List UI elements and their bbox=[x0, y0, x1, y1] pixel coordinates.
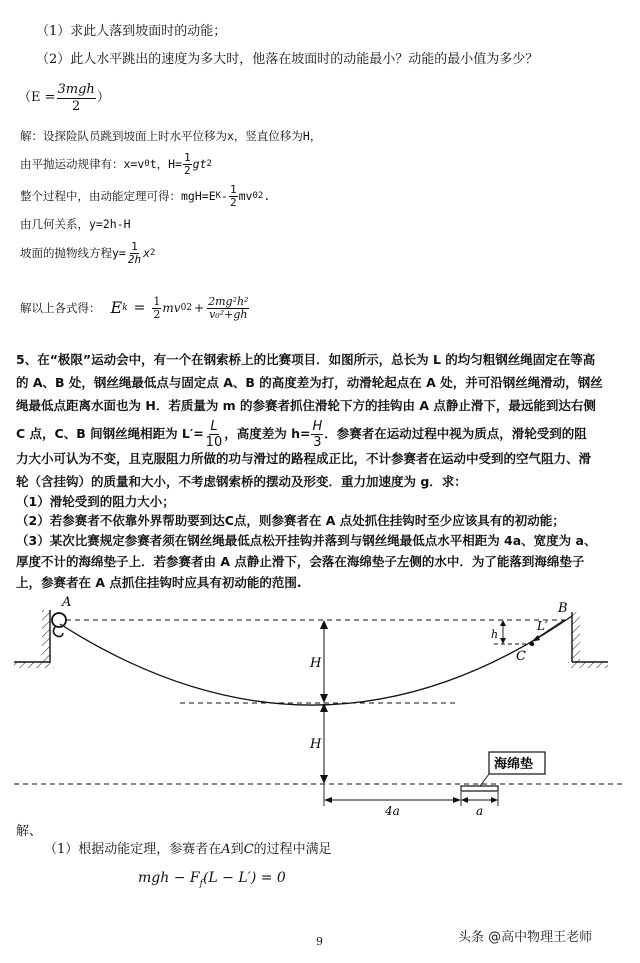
problem5-question-3a: （3）某次比赛规定参赛者须在钢丝绳最低点松开挂钩并落到与钢丝绳最低点水平相距为 4a、宽度为 a、 bbox=[16, 533, 597, 548]
problem5-line-4-num2: H bbox=[312, 418, 323, 434]
solution-line-4: 由几何关系，y=2h-H bbox=[20, 217, 131, 231]
solution-line-5-a: 坡面的抛物线方程y= bbox=[20, 246, 126, 260]
label-a: A bbox=[62, 595, 72, 610]
answer-line-1-C: C bbox=[243, 842, 254, 857]
answer-equation-rest: (L − L′) = 0 bbox=[202, 870, 286, 886]
label-a-width: a bbox=[476, 804, 484, 818]
answer-equation-sub: f bbox=[199, 878, 203, 889]
answer-line-1-b: 到 bbox=[230, 842, 244, 857]
four-a-arrow bbox=[324, 797, 461, 803]
solution-line-3: 整个过程中，由动能定理可得：mgH=E K - $\frac{1}{2}$ mv 0 2 . bbox=[20, 182, 271, 209]
solution-line-5-num: 1 bbox=[131, 239, 138, 253]
solution-line-3-fraction bbox=[229, 184, 238, 209]
label-small-h: h bbox=[491, 628, 499, 641]
intro-question-1: （1）求此人落到坡面时的动能； bbox=[36, 24, 227, 39]
solution-line-5-den: 2h bbox=[127, 252, 142, 266]
label-l-prime: L′ bbox=[537, 619, 548, 633]
answer-line-1-a: （1）根据动能定理，参赛者在 bbox=[44, 842, 222, 857]
problem5-line-3: 绳最低点距离水面也为 H．若质量为 m 的参赛者抓住滑轮下方的挂钩由 A 点静止滑下，最远能到达右侧 bbox=[16, 398, 596, 413]
answer-line-1 bbox=[44, 842, 332, 858]
problem5-line-1: 5、在“极限”运动会中，有一个在钢索桥上的比赛项目．如图所示，总长为 L 的均匀粗钢丝绳固定在等高 bbox=[16, 352, 596, 367]
point-c-marker bbox=[530, 642, 534, 646]
left-support bbox=[14, 610, 54, 668]
problem5-line-6: 轮（含挂钩）的质量和大小，不考虑钢索桥的摆动及形变．重力加速度为 g．求： bbox=[16, 474, 467, 489]
solution-line-5: 坡面的抛物线方程y= $\frac{1}{2h}$ x 2 bbox=[20, 239, 156, 266]
solution-line-6-plus: + bbox=[194, 301, 205, 315]
pulley bbox=[52, 613, 66, 637]
answer-line-1-c: 的过程中满足 bbox=[253, 842, 332, 857]
problem5-line-4-frac-1 bbox=[205, 419, 224, 450]
intro-answer-open: （E = bbox=[18, 90, 56, 105]
solution-line-2-b: t，H= bbox=[149, 157, 182, 171]
label-4a: 4a bbox=[385, 804, 400, 818]
intro-answer-close: ） bbox=[96, 90, 110, 105]
problem5-line-4-num1: L bbox=[210, 418, 218, 434]
solution-line-3-c: mv bbox=[238, 189, 253, 203]
solution-line-2: 由平抛运动规律有：x=v 0 t，H= $\frac{1}{2}$ gt 2 bbox=[20, 150, 212, 177]
problem5-line-4-den1: 10 bbox=[205, 434, 223, 450]
solution-line-3-d: . bbox=[263, 189, 271, 203]
solution-line-1: 解：设探险队员跳到坡面上时水平位移为x，竖直位移为H， bbox=[20, 129, 322, 143]
solution-line-2-c: gt bbox=[192, 157, 207, 171]
intro-answer-numerator: 3mgh bbox=[57, 81, 95, 97]
problem5-question-2: （2）若参赛者不依靠外界帮助要到达C点，则参赛者在 A 点处抓住挂钩时至少应该具有的初动能； bbox=[16, 513, 565, 528]
problem5-question-3b: 厚度不计的海绵垫子上．若参赛者由 A 点静止滑下，会落在海绵垫子左侧的水中．为了能落到海绵垫子 bbox=[16, 554, 585, 569]
intro-question-2: （2）此人水平跳出的速度为多大时，他落在坡面时的动能最小？动能的最小值为多少？ bbox=[36, 52, 539, 67]
solution-line-6-a: 解以上各式得： bbox=[20, 301, 101, 315]
label-b: B bbox=[558, 601, 568, 616]
problem5-line-4-a: C 点，C、B 间钢丝绳相距为 L′= bbox=[16, 426, 204, 441]
answer-jie: 解、 bbox=[16, 824, 43, 839]
intro-answer-fraction bbox=[57, 82, 96, 115]
solution-line-3-num: 1 bbox=[229, 182, 237, 196]
problem5-line-4 bbox=[16, 414, 587, 454]
intro-answer bbox=[18, 80, 110, 116]
watermark: 头条 @高中物理王老师 bbox=[458, 930, 593, 945]
page-number: 9 bbox=[316, 935, 323, 948]
solution-line-6-mv: mv bbox=[162, 301, 181, 315]
solution-line-2-a: 由平抛运动规律有：x=v bbox=[20, 157, 145, 171]
problem5-line-4-b: ，高度差为 h= bbox=[224, 426, 311, 441]
problem5-line-5: 力大小可认为不变，且克服阻力所做的功与滑过的路程成正比，不计参赛者在运动中受到的空气阻力、滑 bbox=[16, 451, 592, 466]
solution-line-2-den: 2 bbox=[183, 163, 191, 177]
problem5-question-3c: 上，参赛者在 A 点抓住挂钩时应具有初动能的范围. bbox=[16, 575, 302, 590]
solution-line-6-num2: 2mg²h² bbox=[208, 294, 249, 308]
solution-line-6-den1: 2 bbox=[153, 307, 161, 321]
answer-equation bbox=[138, 870, 286, 889]
label-h-upper: H bbox=[310, 656, 322, 671]
intro-answer-denominator: 2 bbox=[72, 98, 81, 114]
solution-line-2-fraction bbox=[183, 152, 192, 177]
problem5-line-2: 的 A、B 处，钢丝绳最低点与固定点 A、B 的高度差为打，动滑轮起点在 A 处，并可沿钢丝绳滑动，钢丝 bbox=[16, 375, 603, 390]
solution-line-5-c: x bbox=[143, 246, 151, 260]
answer-equation-main: mgh − F bbox=[138, 870, 200, 886]
solution-line-6-den2: v₀²+gh bbox=[209, 307, 248, 321]
problem5-line-4-c: ．参赛者在运动过程中视为质点，滑轮受到的阻 bbox=[324, 426, 587, 441]
solution-line-3-den: 2 bbox=[229, 195, 237, 209]
sponge-pad-label: 海绵垫 bbox=[494, 757, 534, 772]
sponge-pad bbox=[461, 786, 498, 791]
steel-cable-figure bbox=[0, 592, 640, 820]
label-c: C bbox=[516, 649, 526, 664]
solution-line-2-num: 1 bbox=[183, 150, 191, 164]
right-support bbox=[568, 612, 608, 668]
solution-line-6-eq: = bbox=[133, 300, 146, 316]
solution-line-6-num1: 1 bbox=[153, 294, 161, 308]
answer-line-1-A: A bbox=[221, 842, 231, 857]
problem5-line-4-den2: 3 bbox=[313, 434, 322, 450]
solution-line-5-fraction bbox=[127, 241, 142, 266]
solution-line-3-a: 整个过程中，由动能定理可得：mgH=E bbox=[20, 189, 216, 203]
solution-line-6-ek: E bbox=[110, 298, 123, 317]
a-arrow bbox=[461, 797, 498, 803]
solution-line-3-b: - bbox=[221, 189, 228, 203]
solution-line-6-fraction-1 bbox=[152, 296, 161, 321]
problem5-line-4-frac-2 bbox=[311, 419, 323, 450]
solution-line-6: 解以上各式得： E k = $\frac{1}{2}$ mv 0 2 + $\frac{\text{2mg²h²}}{\text{v₀²+gh}}$ bbox=[20, 294, 249, 321]
label-h-lower: H bbox=[310, 737, 322, 752]
small-h-arrow bbox=[500, 620, 506, 644]
solution-line-6-fraction-2 bbox=[207, 296, 249, 321]
problem5-question-1: （1）滑轮受到的阻力大小； bbox=[16, 494, 175, 509]
